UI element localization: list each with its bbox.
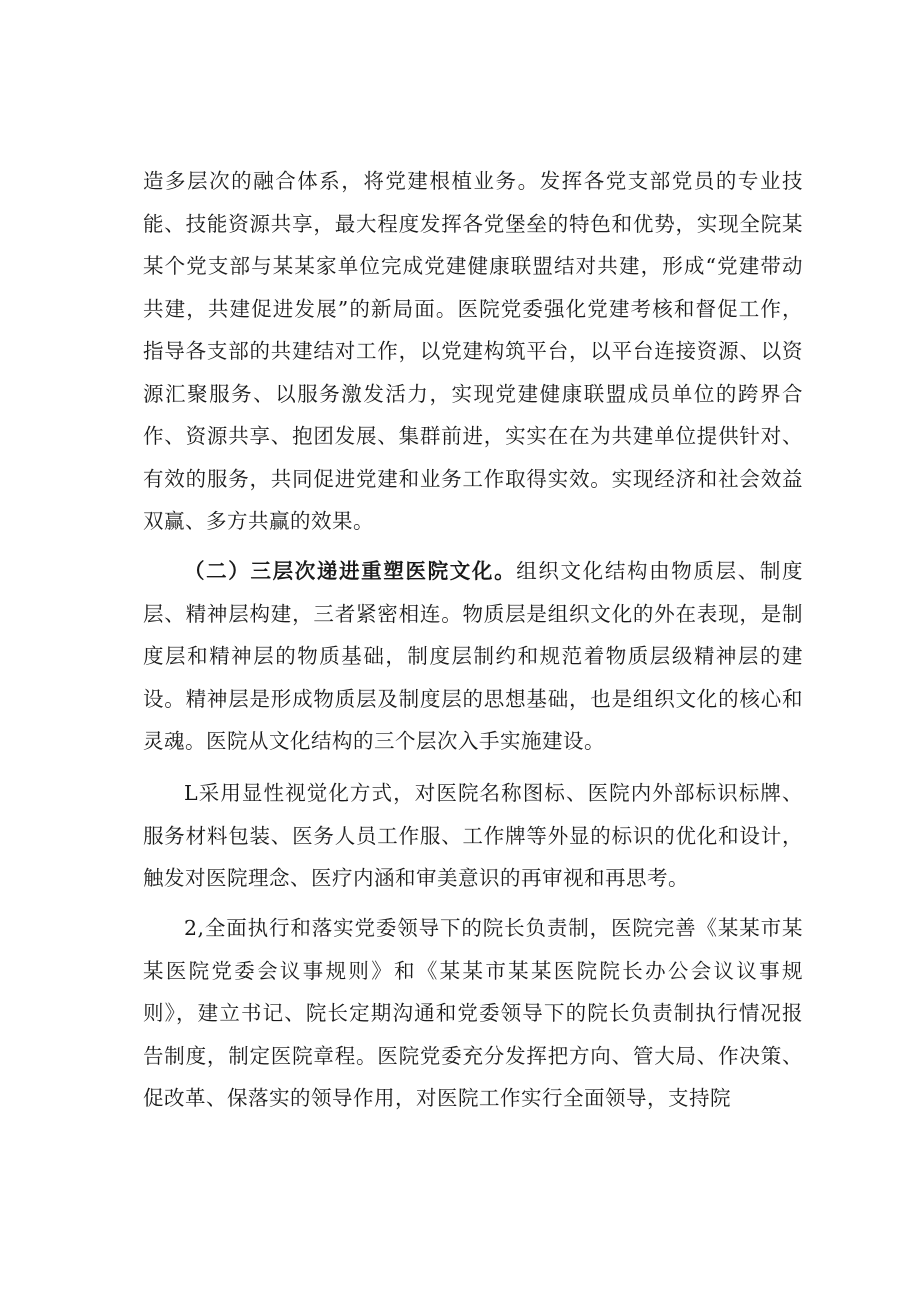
paragraph-4-text: 2,全面执行和落实党委领导下的院长负责制，医院完善《某某市某某医院党委会议事规则》和《某某市某某医院院长办公会议议事规则》，建立书记、院长定期沟通和党委领导下的院长负责制执行情况报告制度，制定医院章程。医院党委充分发挥把方向、管大局、作决策、促改革、保落实的领导作用，对医院工作实行全面领导，支持院 bbox=[143, 916, 803, 1110]
paragraph-4 bbox=[143, 907, 803, 1120]
section-heading: （二）三层次递进重塑医院文化。 bbox=[184, 559, 517, 583]
paragraph-3-text: L采用显性视觉化方式，对医院名称图标、医院内外部标识标牌、服务材料包装、医务人员工作服、工作牌等外显的标识的优化和设计，触发对医院理念、医疗内涵和审美意识的再审视和再思考。 bbox=[143, 781, 803, 890]
paragraph-1-text: 造多层次的融合体系，将党建根植业务。发挥各党支部党员的专业技能、技能资源共享，最大程度发挥各党堡垒的特色和优势，实现全院某某个党支部与某某家单位完成党建健康联盟结对共建，形成“党建带动共建，共建促进发展”的新局面。医院党委强化党建考核和督促工作，指导各支部的共建结对工作，以党建构筑平台，以平台连接资源、以资源汇聚服务、以服务激发活力，实现党建健康联盟成员单位的跨界合作、资源共享、抱团发展、集群前进，实实在在为共建单位提供针对、有效的服务，共同促进党建和业务工作取得实效。实现经济和社会效益双赢、多方共赢的效果。 bbox=[143, 169, 803, 533]
paragraph-1 bbox=[143, 160, 803, 543]
paragraph-2-text: 组织文化结构由物质层、制度层、精神层构建，三者紧密相连。物质层是组织文化的外在表现，是制度层和精神层的物质基础，制度层制约和规范着物质层级精神层的建设。精神层是形成物质层及制度层的思想基础，也是组织文化的核心和灵魂。医院从文化结构的三个层次入手实施建设。 bbox=[143, 559, 804, 753]
paragraph-2 bbox=[143, 550, 803, 763]
paragraph-3 bbox=[143, 772, 803, 900]
